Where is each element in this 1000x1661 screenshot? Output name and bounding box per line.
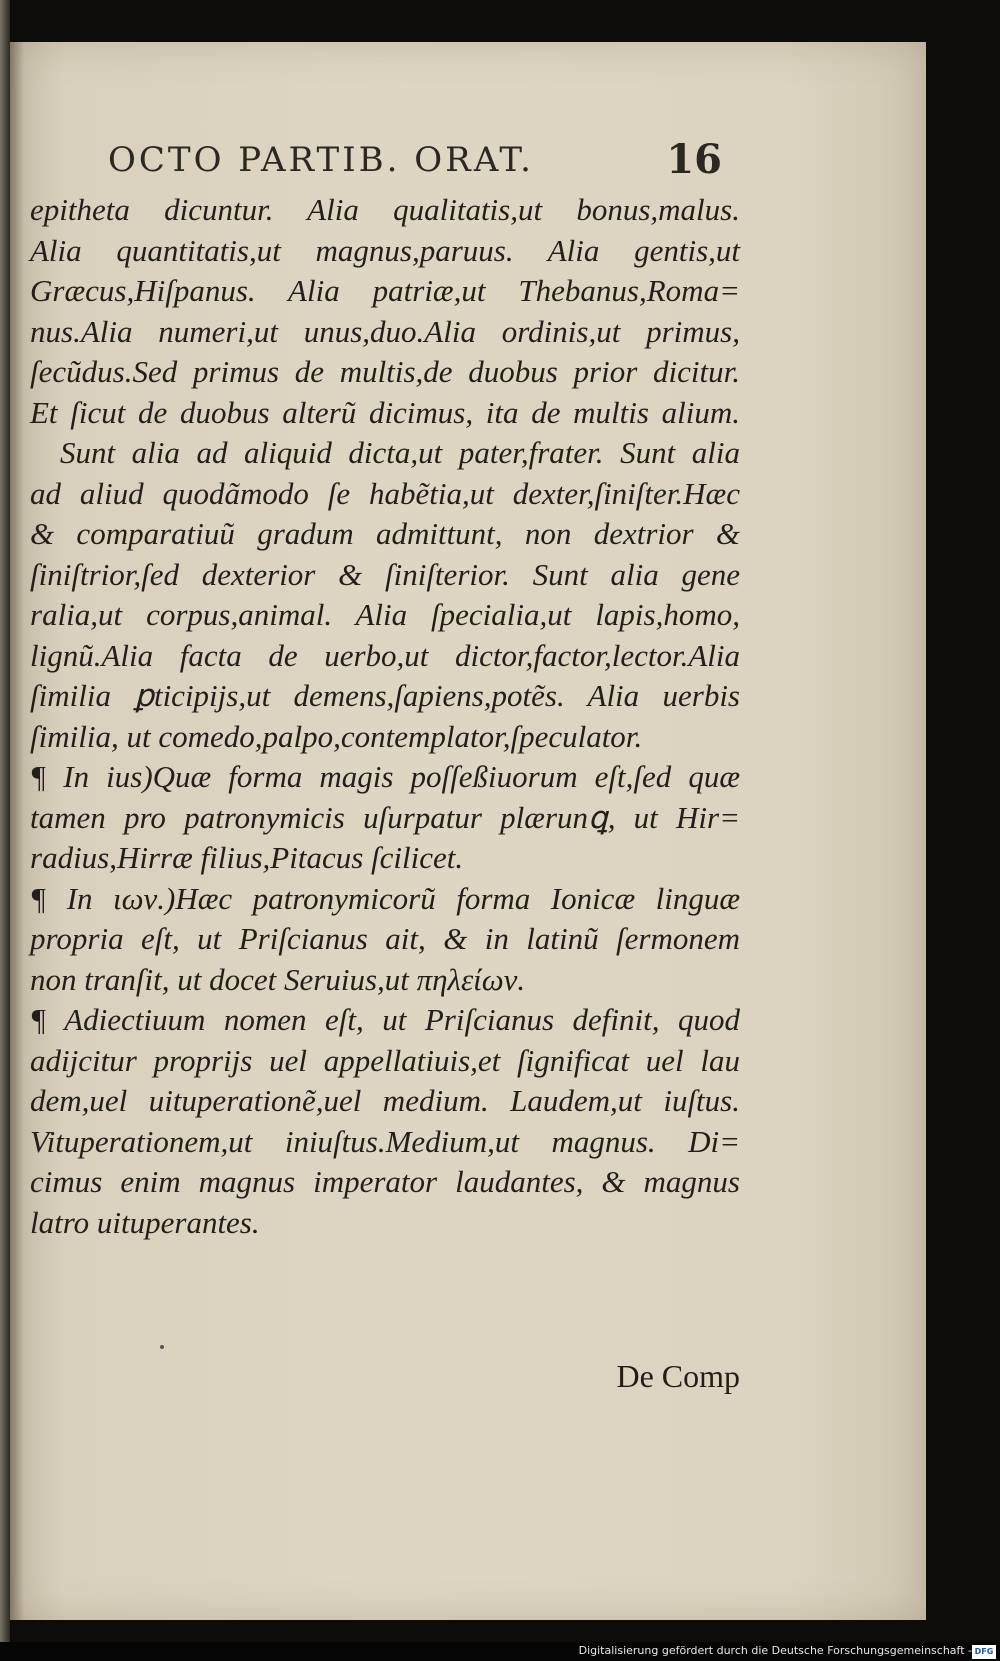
text-line: Sunt alia ad aliquid dicta,ut pater,frater. Sunt alia [60,435,740,470]
text-line: propria eſt, ut Priſcianus ait, & in latinũ ſermonem [30,921,740,956]
text-line: ralia,ut corpus,animal. Alia ſpecialia,ut lapis,homo, [30,597,740,632]
text-line: Vituperationem,ut iniuſtus.Medium,ut magnus. Di= [30,1123,740,1159]
text-line: dem,uel uituperationẽ,uel medium. Laudem,ut iuſtus. [30,1083,740,1118]
text-line: ſimilia ꝑticipijs,ut demens,ſapiens,potẽs. Alia uerbis [30,678,740,713]
text-line: lignũ.Alia facta de uerbo,ut dictor,factor,lector.Alia [30,637,740,673]
book-edge [0,0,10,1661]
text-line: epitheta dicuntur. Alia qualitatis,ut bonus,malus. [30,192,740,227]
text-line: cimus enim magnus imperator laudantes, & magnus [30,1164,740,1199]
text-line: ¶ Adiectiuum nomen eſt, ut Priſcianus definit, quod [30,1002,740,1037]
text-line: Græcus,Hiſpanus. Alia patriæ,ut Thebanus,Roma= [30,273,740,308]
text-line: & comparatiuũ gradum admittunt, non dextrior & [30,516,740,551]
text-line: nus.Alia numeri,ut unus,duo.Alia ordinis,ut primus, [30,313,740,349]
funding-credit: Digitalisierung gefördert durch die Deutsche Forschungsgemeinschaft - [578,1644,972,1657]
page-number: 16 [666,136,722,183]
text-line: Alia quantitatis,ut magnus,paruus. Alia gentis,ut [30,232,740,268]
ink-speck [160,1345,164,1349]
text-line: Et ſicut de duobus alterũ dicimus, ita de multis alium. [30,394,740,430]
text-line: latro uituperantes. [30,1204,260,1240]
text-line: ſimilia, ut comedo,palpo,contemplator,ſpeculator. [30,718,643,754]
catchword: De Comp [616,1358,740,1394]
text-line: non tranſit, ut docet Seruius,ut πηλείων. [30,961,526,997]
running-head-title: OCTO PARTIB. ORAT. [108,140,534,180]
text-line: ſecũdus.Sed primus de multis,de duobus prior dicitur. [30,354,740,389]
text-line: radius,Hirræ filius,Pitacus ſcilicet. [30,840,464,875]
running-head [108,136,728,190]
text-line: tamen pro patronymicis uſurpatur plærunꝗ, ut Hir= [30,799,740,835]
digitization-footer [0,1642,1000,1661]
gutter-shadow [10,42,24,1620]
body-text [30,190,740,1243]
dfg-logo-icon: DFG [972,1645,996,1659]
text-line: ad aliud quodãmodo ſe habẽtia,ut dexter,ſiniſter.Hæc [30,475,740,511]
text-line: ſiniſtrior,ſed dexterior & ſiniſterior. Sunt alia gene [30,556,740,592]
text-line: adijcitur proprijs uel appellatiuis,et ſignificat uel lau [30,1042,740,1078]
text-line: ¶ In ius)Quæ forma magis poſſeßiuorum eſt,ſed quæ [30,759,740,794]
text-line: ¶ In ιων.)Hæc patronymicorũ forma Ionicæ linguæ [30,880,740,916]
